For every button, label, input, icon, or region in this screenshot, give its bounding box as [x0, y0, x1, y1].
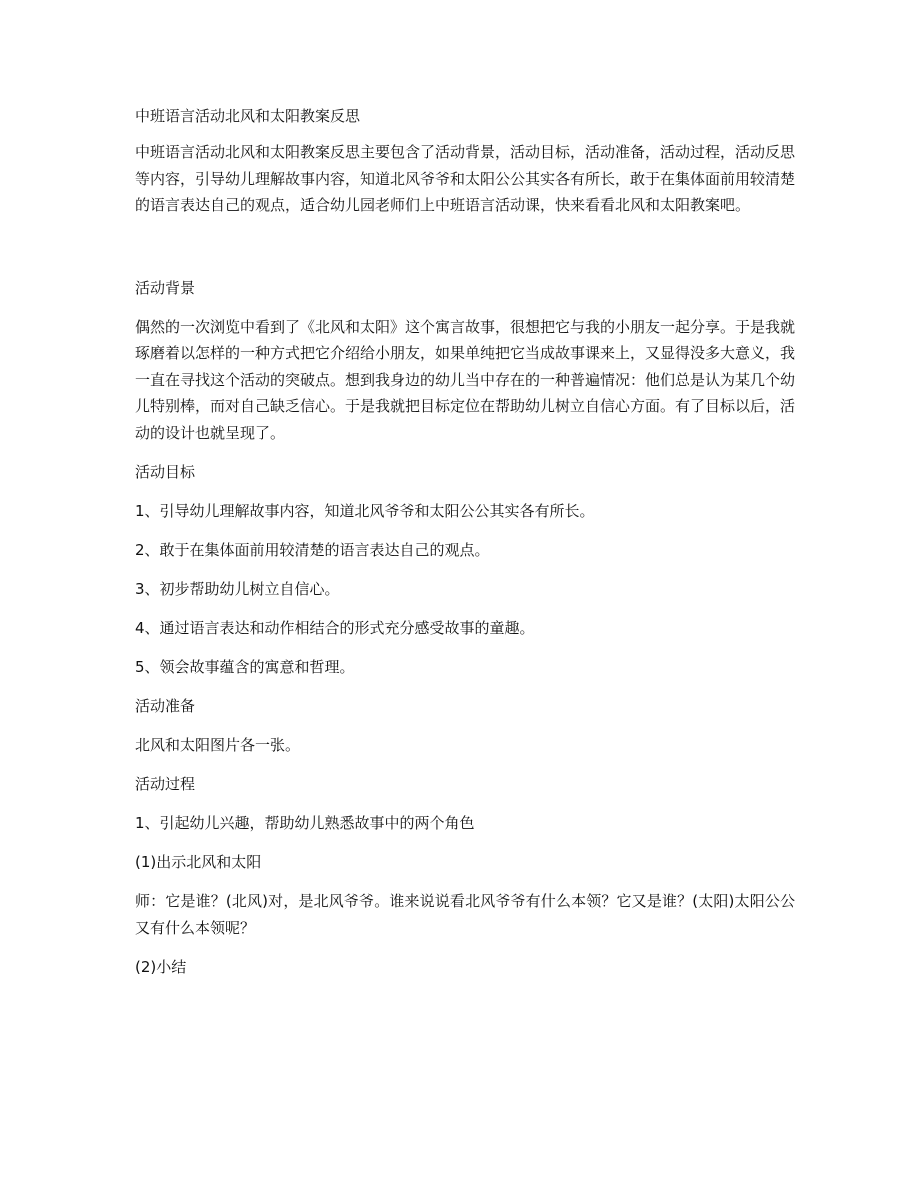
goal-item-3: 3、初步帮助幼儿树立自信心。: [135, 580, 340, 598]
background-heading: 活动背景: [135, 278, 196, 297]
document-page: [135, 103, 795, 993]
process-sub-1: (1)出示北风和太阳: [135, 853, 262, 871]
process-heading: 活动过程: [135, 775, 196, 793]
process-sub-2: (2)小结: [135, 958, 187, 976]
goals-heading: 活动目标: [135, 463, 196, 481]
prep-heading: 活动准备: [135, 697, 196, 715]
process-step-1: 1、引起幼儿兴趣，帮助幼儿熟悉故事中的两个角色: [135, 814, 475, 832]
goal-item-2: 2、敢于在集体面前用较清楚的语言表达自己的观点。: [135, 541, 490, 559]
prep-text: 北风和太阳图片各一张。: [135, 736, 301, 754]
document-title: 中班语言活动北风和太阳教案反思: [135, 107, 361, 125]
process-dialog: 师：它是谁？(北风)对，是北风爷爷。谁来说说看北风爷爷有什么本领？它又是谁？(太阳)太阳公公又有什么本领呢？: [135, 892, 795, 937]
goal-item-5: 5、领会故事蕴含的寓意和哲理。: [135, 658, 355, 676]
goal-item-4: 4、通过语言表达和动作相结合的形式充分感受故事的童趣。: [135, 619, 535, 637]
goal-item-1: 1、引导幼儿理解故事内容，知道北风爷爷和太阳公公其实各有所长。: [135, 502, 595, 520]
background-paragraph: 偶然的一次浏览中看到了《北风和太阳》这个寓言故事，很想把它与我的小朋友一起分享。于是我就琢磨着以怎样的一种方式把它介绍给小朋友，如果单纯把它当成故事课来上，又显得没多大意义，我一直在寻找这个活动的突破点。想到我身边的幼儿当中存在的一种普遍情况：他们总是认为某几个幼儿特别棒，而对自己缺乏信心。于是我就把目标定位在帮助幼儿树立自信心方面。有了目标以后，活动的设计也就呈现了。: [135, 317, 796, 442]
intro-paragraph: 中班语言活动北风和太阳教案反思主要包含了活动背景，活动目标，活动准备，活动过程，活动反思等内容，引导幼儿理解故事内容，知道北风爷爷和太阳公公其实各有所长，敢于在集体面前用较清楚的语言表达自己的观点，适合幼儿园老师们上中班语言活动课，快来看看北风和太阳教案吧。: [135, 143, 796, 214]
